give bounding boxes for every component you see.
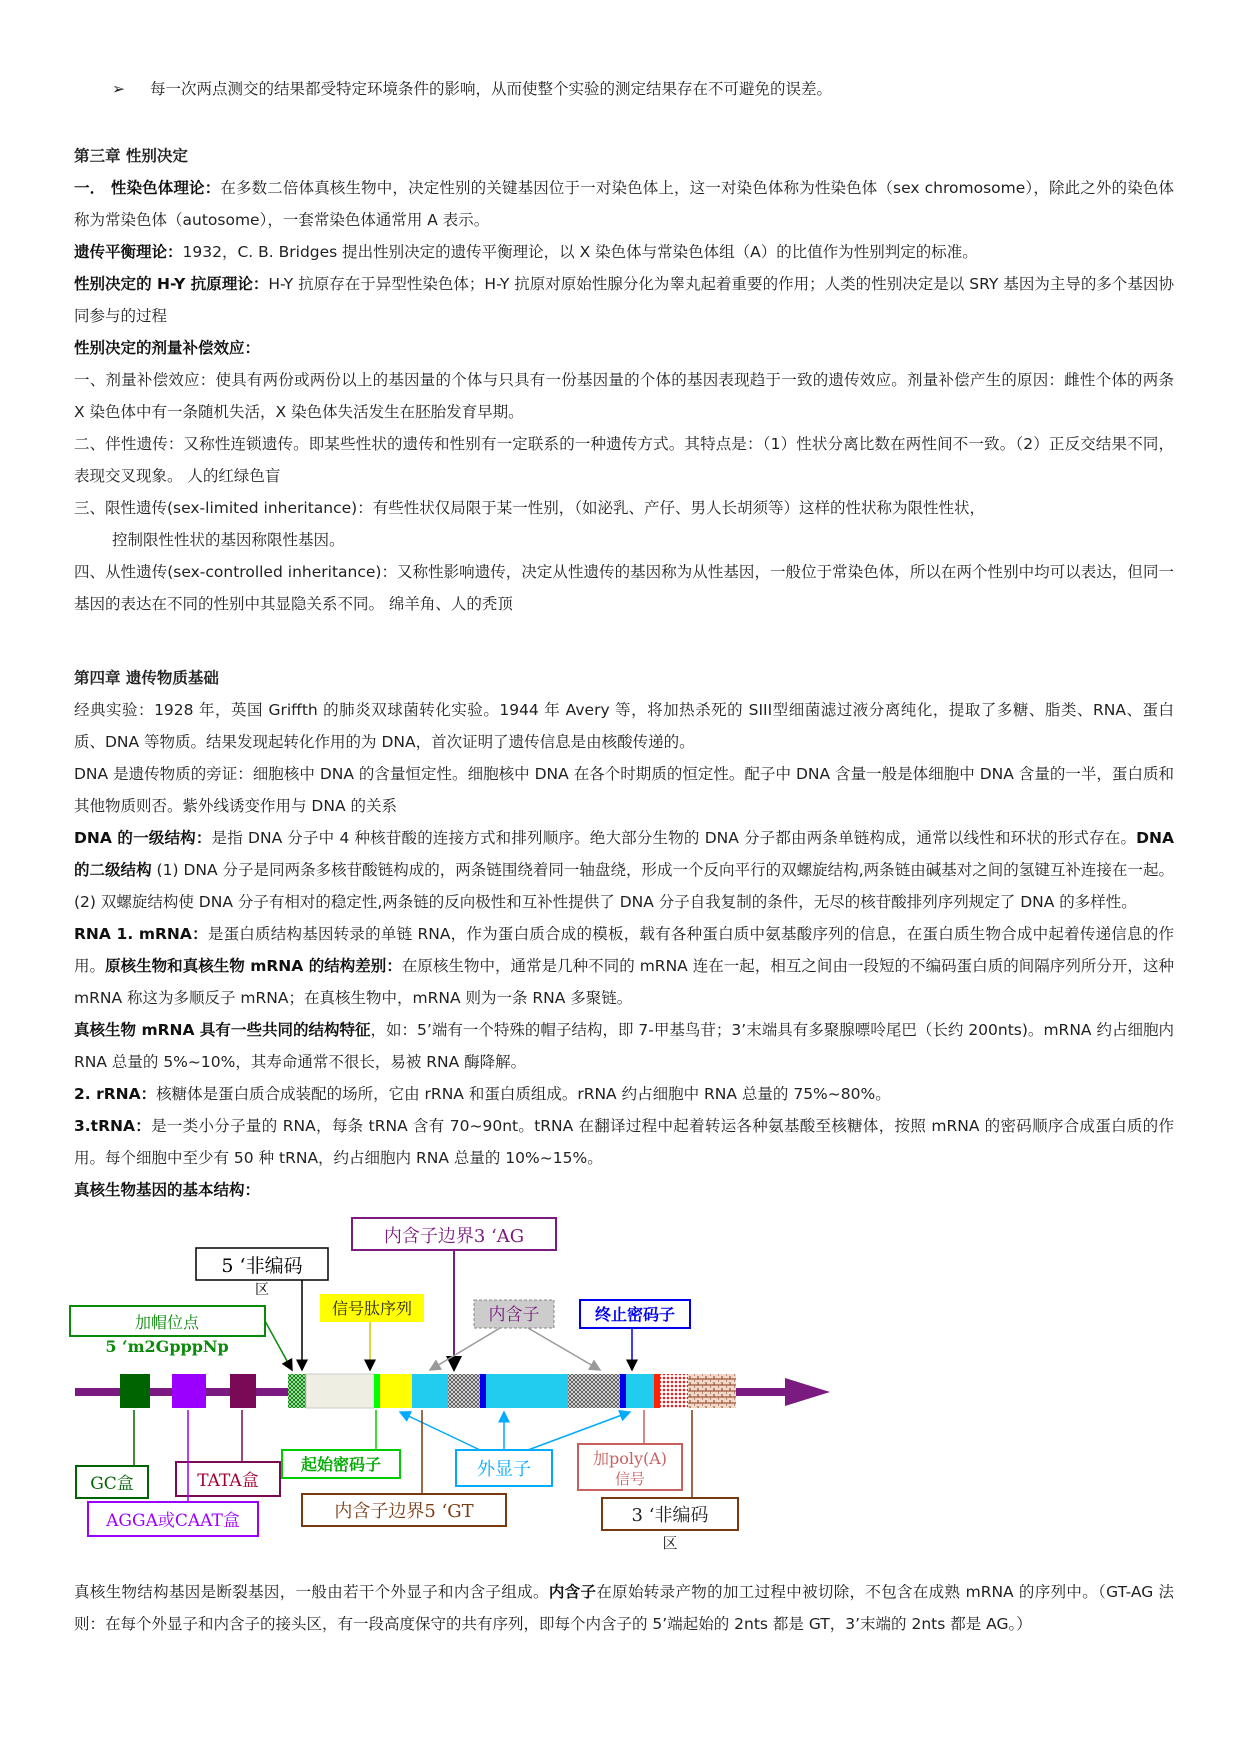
label-gc-box <box>76 1410 148 1498</box>
gene-structure-svg <box>70 1226 870 1574</box>
agga-box-block <box>172 1374 206 1408</box>
gc-box-block <box>120 1374 150 1408</box>
signal-peptide-block <box>380 1374 412 1408</box>
label-tata-box <box>176 1410 280 1496</box>
svg-text:信号肽序列: 信号肽序列 <box>331 1299 413 1318</box>
svg-text:终止密码子: 终止密码子 <box>594 1305 676 1324</box>
chapter-3 <box>74 140 1174 620</box>
label-intron <box>430 1300 600 1370</box>
svg-text:区: 区 <box>255 1282 269 1298</box>
svg-text:AGGA或CAAT盒: AGGA或CAAT盒 <box>106 1511 240 1531</box>
ch3-paragraph-3: 性别决定的 H-Y 抗原理论：H-Y 抗原存在于异型性染色体；H-Y 抗原对原始性腺分化为睾丸起着重要的作用；人类的性别决定是以 SRY 基因为主导的多个基因协同参与的过程 <box>74 275 1174 325</box>
svg-text:加帽位点: 加帽位点 <box>134 1313 200 1332</box>
ch3-paragraph-8: 四、从性遗传(sex-controlled inheritance)：又称性影响遗传，决定从性遗传的基因称为从性基因，一般位于常染色体，所以在两个性别中均可以表达，但同一基因的表达在不同的性别中其显隐关系不同。 绵羊角、人的秃顶 <box>74 563 1174 613</box>
ch3-paragraph-1: 一． 性染色体理论：在多数二倍体真核生物中，决定性别的关键基因位于一对染色体上，这一对染色体称为性染色体（sex chromosome），除此之外的染色体称为常染色体（autosome），一套常染色体通常用 A 表示。 <box>74 179 1174 229</box>
ch3-paragraph-7a: 三、限性遗传(sex-limited inheritance)：有些性状仅局限于某一性别，（如泌乳、产仔、男人长胡须等）这样的性状称为限性性状， <box>74 499 985 517</box>
ch4-paragraph-3: DNA 的一级结构：是指 DNA 分子中 4 种核苷酸的连接方式和排列顺序。绝大部分生物的 DNA 分子都由两条单链构成，通常以线性和环状的形式存在。DNA 的二级结构 (1) DNA 分子是同两条多核苷酸链构成的，两条链围绕着同一轴盘绕，形成一个反向平行的双螺旋结构,两条链由碱基对之间的氢键互补连接在一起。(2) 双螺旋结构使 DNA 分子有相对的稳定性,两条链的反向极性和互补性提供了 DNA 分子自我复制的条件，无尽的核苷酸排列序列规定了 DNA 的多样性。 <box>74 829 1174 911</box>
start-codon-block <box>374 1374 380 1408</box>
ch4-paragraph-7: 3.tRNA：是一类小分子量的 RNA，每条 tRNA 含有 70~90nt。tRNA 在翻译过程中起着转运各种氨基酸至核糖体，按照 mRNA 的密码顺序合成蛋白质的作用。每个细胞中至少有 50 种 tRNA，约占细胞内 RNA 总量的 10%~15%。 <box>74 1117 1174 1167</box>
svg-text:5 ‘非编码: 5 ‘非编码 <box>221 1255 303 1277</box>
svg-text:信号: 信号 <box>614 1470 646 1488</box>
exon-1-block <box>412 1374 448 1408</box>
ch4-paragraph-4: RNA 1. mRNA：是蛋白质结构基因转录的单链 RNA，作为蛋白质合成的模板，载有各种蛋白质中氨基酸序列的信息，在蛋白质生物合成中起着传递信息的作用。原核生物和真核生物 mRNA 的结构差别：在原核生物中，通常是几种不同的 mRNA 连在一起，相互之间由一段短的不编码蛋白质的间隔序列所分开，这种 mRNA 称这为多顺反子 mRNA；在真核生物中，mRNA 则为一条 RNA 多聚链。 <box>74 925 1174 1007</box>
label-stop-codon <box>580 1300 690 1370</box>
three-utr-block <box>688 1374 736 1408</box>
intron-1-boundary <box>480 1374 486 1408</box>
svg-text:TATA盒: TATA盒 <box>197 1471 259 1491</box>
exon-2-block <box>486 1374 568 1408</box>
ch4-paragraph-5: 真核生物 mRNA 具有一些共同的结构特征，如：5’端有一个特殊的帽子结构，即 7-甲基鸟苷；3’末端具有多聚腺嘌呤尾巴（长约 200nts)。mRNA 约占细胞内 RNA 总量的 5%~10%，其寿命通常不很长，易被 RNA 酶降解。 <box>74 1021 1174 1071</box>
svg-text:5 ‘m2GpppNp: 5 ‘m2GpppNp <box>105 1337 229 1356</box>
polya-signal-block <box>660 1374 688 1408</box>
intron-2-block <box>568 1374 620 1408</box>
chapter-3-title: 第三章 性别决定 <box>74 147 188 165</box>
exon-3-block <box>626 1374 654 1408</box>
direction-arrow-icon <box>785 1378 830 1406</box>
ch3-heading-dosage: 性别决定的剂量补偿效应： <box>74 339 261 357</box>
arrow-bullet-icon: ➢ <box>112 80 125 98</box>
eukaryotic-gene-diagram <box>70 1226 870 1574</box>
ch3-paragraph-5: 一、剂量补偿效应：使具有两份或两份以上的基因量的个体与只具有一份基因量的个体的基因表现趋于一致的遗传效应。剂量补偿产生的原因：雌性个体的两条 X 染色体中有一条随机失活，X 染色体失活发生在胚胎发育早期。 <box>74 371 1174 421</box>
ch4-paragraph-2: DNA 是遗传物质的旁证：细胞核中 DNA 的含量恒定性。细胞核中 DNA 在各个时期质的恒定性。配子中 DNA 含量一般是体细胞中 DNA 含量的一半，蛋白质和其他物质则否。紫外线诱变作用与 DNA 的关系 <box>74 765 1174 815</box>
gene-structure-notes <box>74 1576 1174 1640</box>
label-polya-signal <box>578 1410 682 1490</box>
ch4-paragraph-1: 经典实验：1928 年，英国 Griffth 的肺炎双球菌转化实验。1944 年 Avery 等，将加热杀死的 SIII型细菌滤过液分离纯化，提取了多糖、脂类、RNA、蛋白质、DNA 等物质。结果发现起转化作用的为 DNA，首次证明了遗传信息是由核酸传递的。 <box>74 701 1174 751</box>
ch4-paragraph-6: 2. rRNA：核糖体是蛋白质合成装配的场所，它由 rRNA 和蛋白质组成。rRNA 约占细胞中 RNA 总量的 75%~80%。 <box>74 1085 891 1103</box>
svg-text:起始密码子: 起始密码子 <box>300 1455 382 1474</box>
svg-text:3 ‘非编码: 3 ‘非编码 <box>631 1505 709 1526</box>
intron-2-boundary <box>620 1374 626 1408</box>
svg-text:内含子: 内含子 <box>488 1305 540 1325</box>
label-cap-site <box>70 1306 292 1370</box>
intron-1-block <box>448 1374 480 1408</box>
ch3-paragraph-2: 遗传平衡理论：1932，C. B. Bridges 提出性别决定的遗传平衡理论，以 X 染色体与常染色体组（A）的比值作为性别判定的标准。 <box>74 243 978 261</box>
svg-text:加poly(A): 加poly(A) <box>592 1449 668 1468</box>
svg-text:GC盒: GC盒 <box>90 1474 134 1494</box>
chapter-4 <box>74 662 1174 1206</box>
svg-text:外显子: 外显子 <box>477 1459 531 1480</box>
ch3-paragraph-6: 二、伴性遗传：又称性连锁遗传。即某些性状的遗传和性别有一定联系的一种遗传方式。其特点是：（1）性状分离比数在两性间不一致。（2）正反交结果不同，表现交叉现象。 人的红绿色盲 <box>74 435 1174 485</box>
svg-text:内含子边界3 ‘AG: 内含子边界3 ‘AG <box>383 1226 525 1247</box>
svg-text:区: 区 <box>662 1534 678 1552</box>
cap-site-block <box>288 1374 306 1408</box>
bullet-item: ➢ 每一次两点测交的结果都受特定环境条件的影响，从而使整个实验的测定结果存在不可避免的误差。 <box>112 74 832 104</box>
label-signal-peptide <box>320 1294 424 1370</box>
stop-codon-block <box>654 1374 660 1408</box>
svg-text:内含子边界5 ‘GT: 内含子边界5 ‘GT <box>334 1501 474 1522</box>
tata-box-block <box>230 1374 256 1408</box>
chapter-4-title: 第四章 遗传物质基础 <box>74 669 219 687</box>
label-start-codon <box>282 1410 400 1478</box>
five-utr-block <box>306 1374 374 1408</box>
ch4-paragraph-9: 真核生物结构基因是断裂基因，一般由若干个外显子和内含子组成。内含子在原始转录产物的加工过程中被切除，不包含在成熟 mRNA 的序列中。（GT-AG 法则：在每个外显子和内含子的接头区，有一段高度保守的共有序列，即每个内含子的 5’端起始的 2nts 都是 GT，3’末端的 2nts 都是 AG。） <box>74 1583 1174 1633</box>
ch3-paragraph-7b: 控制限性性状的基因称限性基因。 <box>112 531 345 549</box>
ch4-heading-gene-structure: 真核生物基因的基本结构： <box>74 1181 261 1199</box>
